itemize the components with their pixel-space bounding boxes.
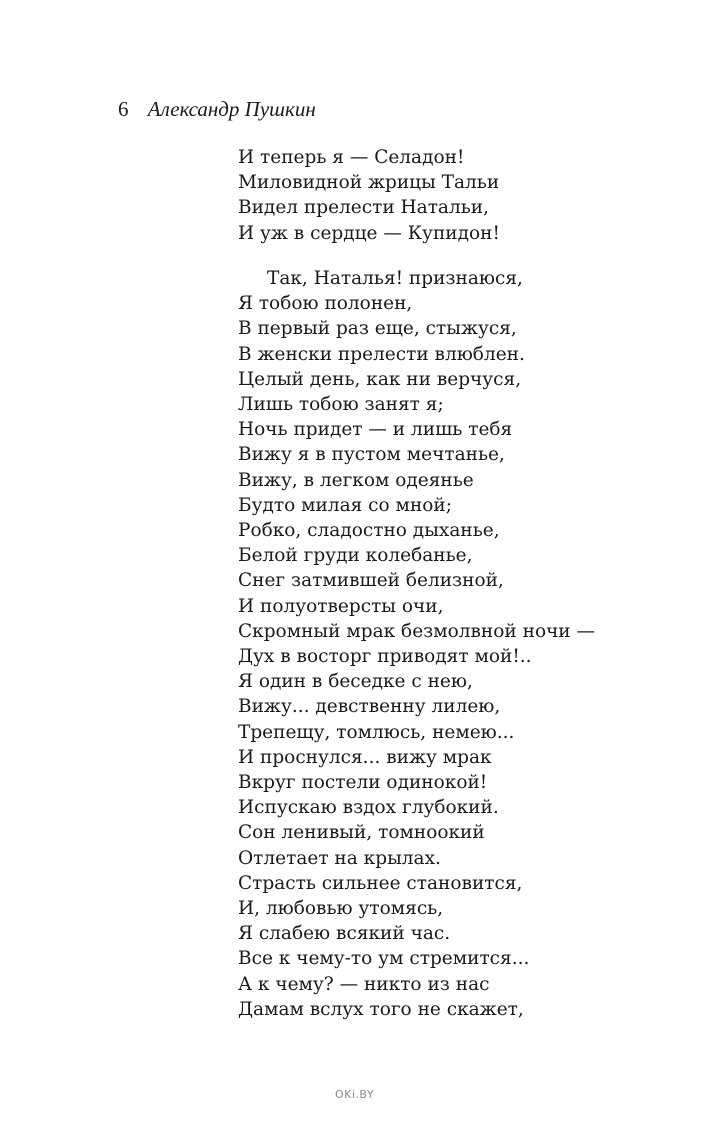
poem-line: Испускаю вздох глубокий. [238,797,499,819]
poem-line: Скромный мрак безмолвной ночи — [238,620,596,642]
poem-line: Я тобою полонен, [238,293,413,315]
poem-line: Все к чему-то ум стремится... [238,948,530,970]
poem-line: А к чему? — никто из нас [238,973,490,995]
poem-line: И уж в сердце — Купидон! [238,222,500,244]
running-header [118,96,316,122]
poem-line: Вижу, в легком одеянье [238,469,474,491]
poem-line: Ночь придет — и лишь тебя [238,419,513,441]
poem-line: Дух в восторг приводят мой!.. [238,646,532,668]
poem-stanza-2 [238,266,595,1022]
running-header-author: Александр Пушкин [147,97,316,121]
poem-line: И проснулся... вижу мрак [238,746,492,768]
poem-line: Целый день, как ни верчуся, [238,368,522,390]
poem-line: Видел прелести Натальи, [238,197,489,219]
poem-line: Трепещу, томлюсь, немею... [238,721,515,743]
poem-line: В первый раз еще, стыжуся, [238,318,517,340]
poem-line: И, любовью утомясь, [238,898,444,920]
poem-line: Дамам вслух того не скажет, [238,998,524,1020]
poem-line: Миловидной жрицы Тальи [238,172,500,194]
poem-line: В женски прелести влюблен. [238,343,525,365]
poem-line: Я слабею всякий час. [238,923,451,945]
poem-line: Вкруг постели одинокой! [238,772,488,794]
poem-line: Страсть сильнее становится, [238,872,523,894]
poem-line: Будто милая со мной; [238,494,452,516]
poem-stanza-1 [238,145,500,246]
poem-line: Вижу я в пустом мечтанье, [238,444,505,466]
poem-line: Лишь тобою занят я; [238,394,444,416]
poem-line: Сон ленивый, томноокий [238,822,485,844]
poem-line: Вижу... девственну лилею, [238,696,501,718]
poem-line: Так, Наталья! признаюся, [267,268,523,289]
page-number: 6 [118,97,129,121]
poem-line: Снег затмившей белизной, [238,570,504,592]
poem-line: И теперь я — Селадон! [238,147,465,168]
poem-line: Я один в беседке с нею, [238,671,473,693]
poem-line: Отлетает на крылах. [238,847,441,869]
watermark: OKi.BY [334,1088,375,1101]
poem-line: Белой груди колебанье, [238,545,473,567]
poem-line: Робко, сладостно дыханье, [238,520,500,542]
poem-line: И полуотверсты очи, [238,595,444,617]
